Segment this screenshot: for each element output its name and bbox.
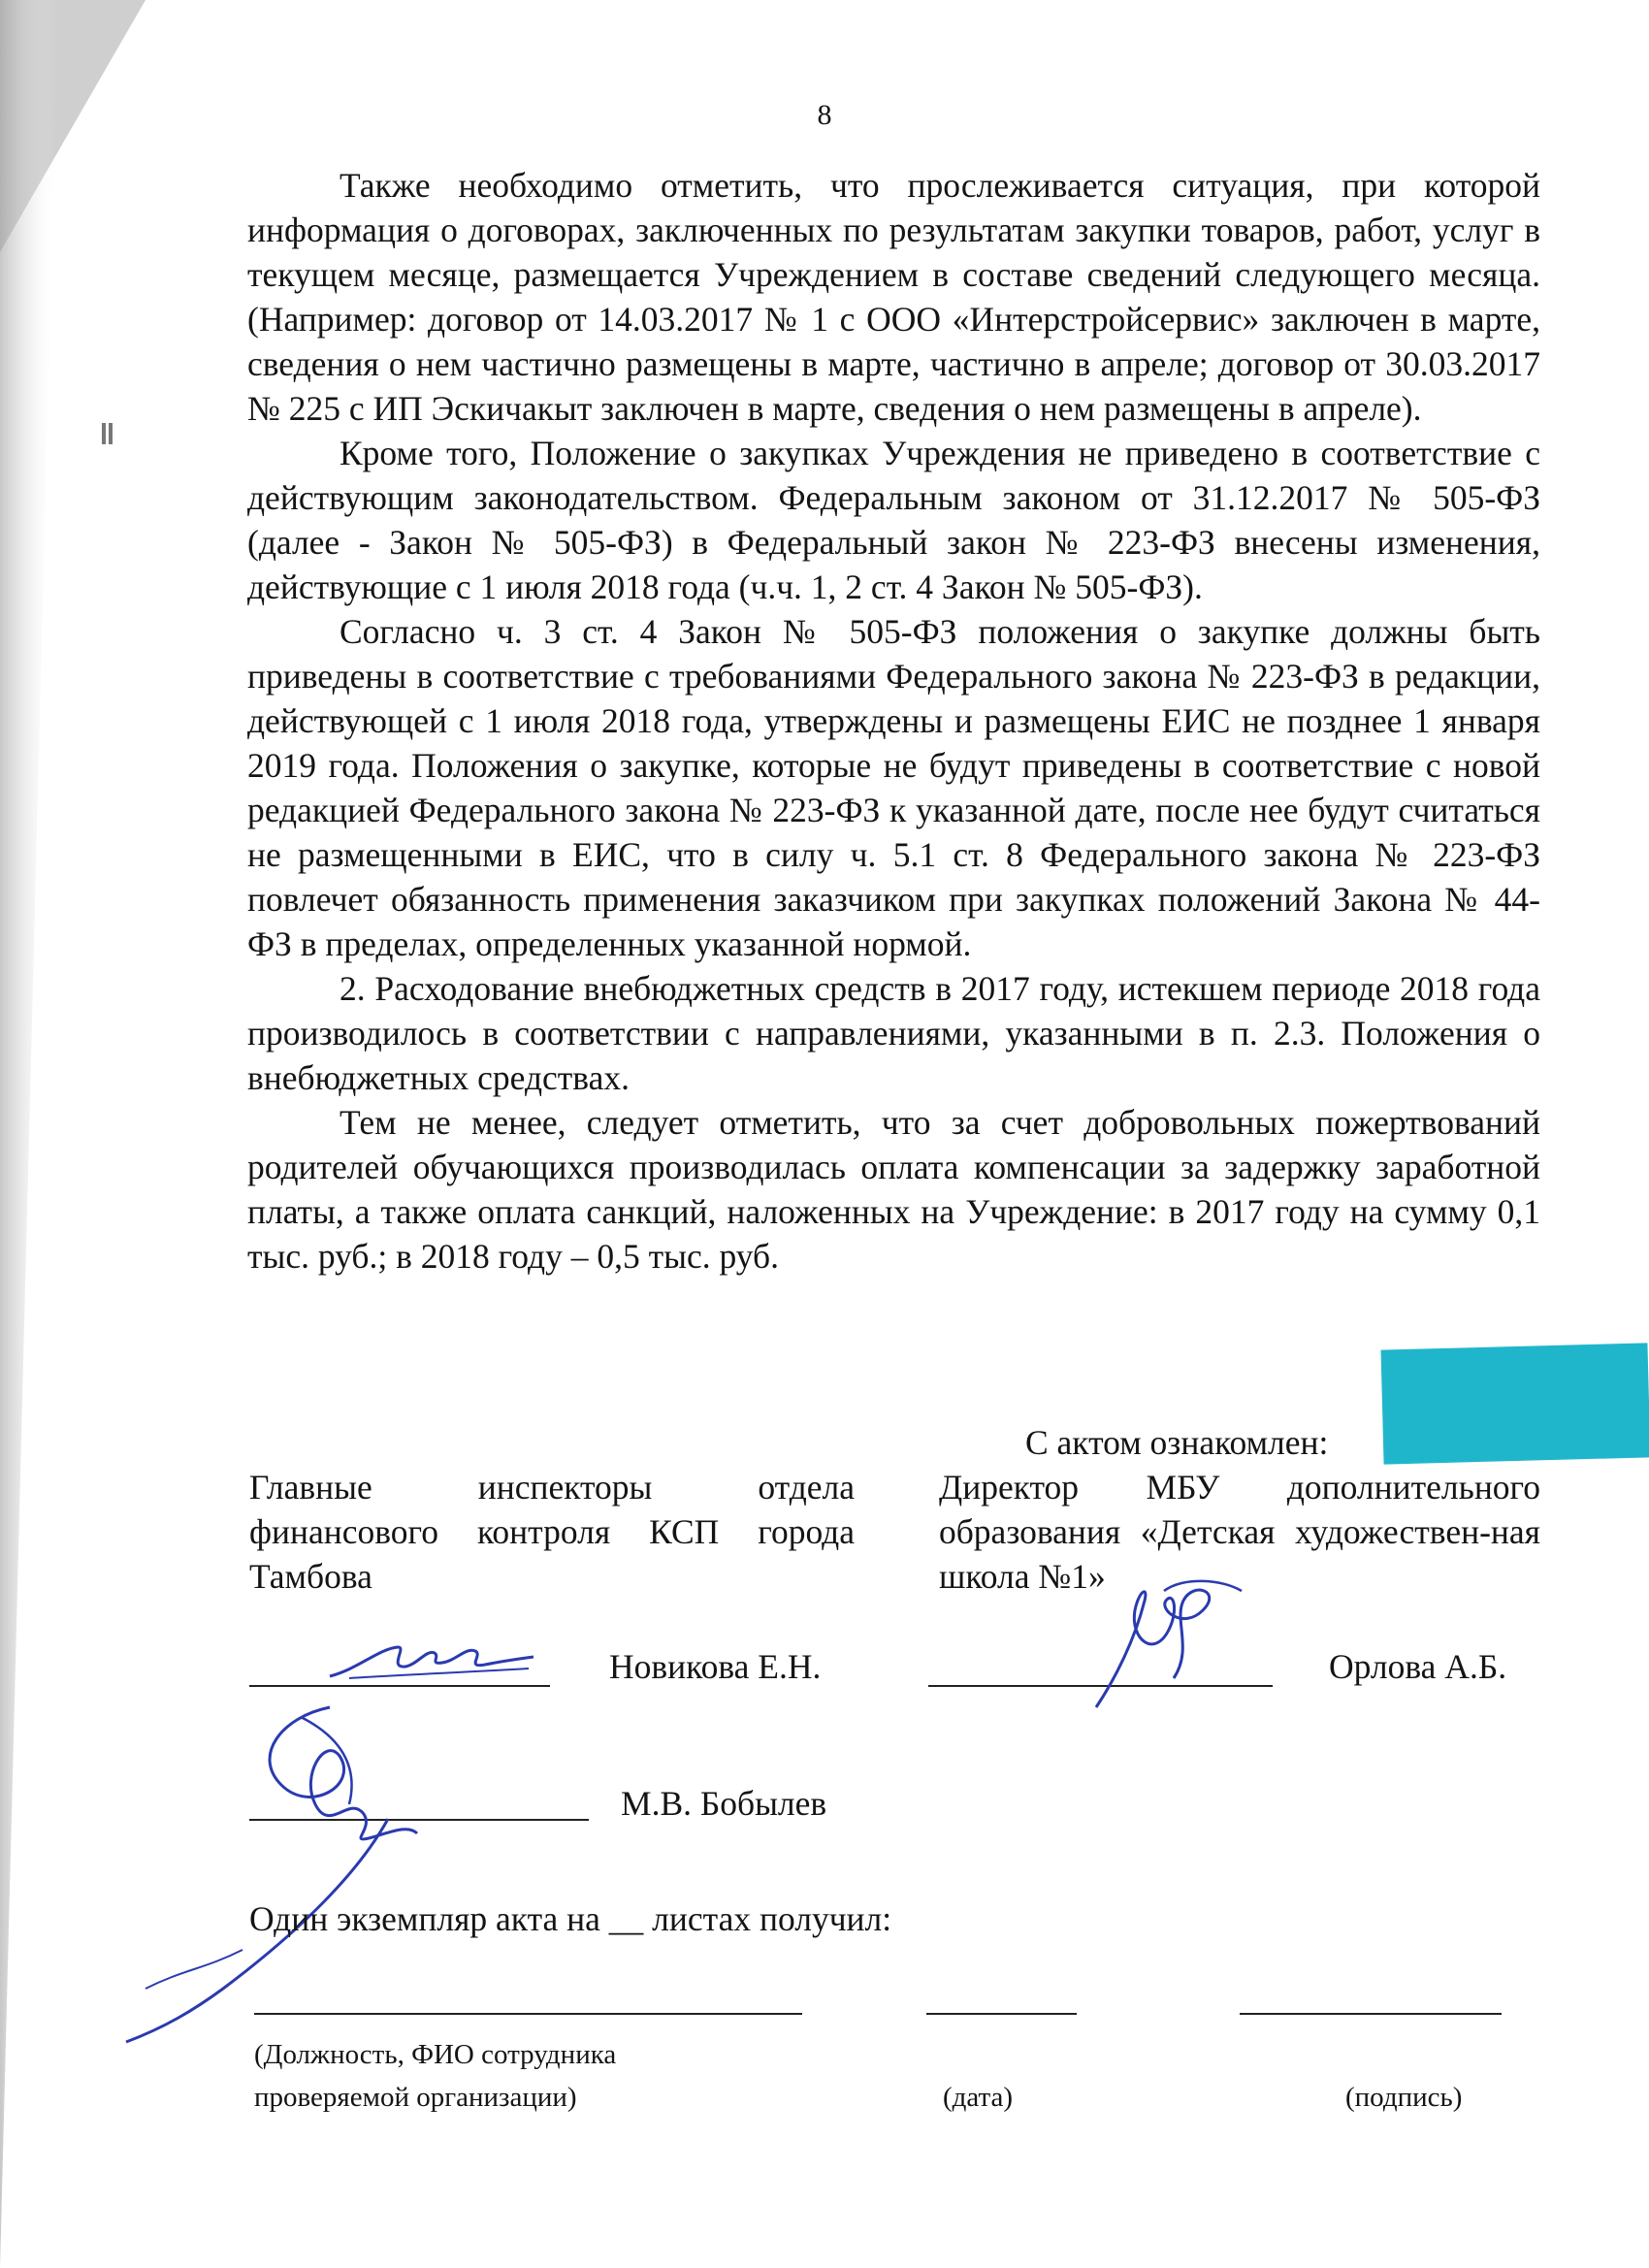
inspectors-title: Главные инспекторы отдела финансового контроля КСП города Тамбова: [249, 1468, 855, 1596]
date-caption: (дата): [943, 2082, 1014, 2113]
director-name: Орлова А.Б.: [1329, 1647, 1507, 1686]
main-text: [247, 163, 1540, 1279]
inspector1-signature-line: [249, 1685, 550, 1687]
inspector2-name: М.В. Бобылев: [621, 1784, 827, 1823]
paragraph-procurement-regulation: Кроме того, Положение о закупках Учреждения не приведено в соответствие с действующим законодательством. Федеральным законом от 31.12.2017 № 505-ФЗ (далее - Закон № 505-ФЗ) в Федеральный закон № 223-ФЗ внесены изменения, действующие с 1 июля 2018 года (ч.ч. 1, 2 ст. 4 Закон № 505-ФЗ).: [247, 434, 1540, 606]
paragraph-contracts: Также необходимо отметить, что прослеживается ситуация, при которой информация о договорах, заключенных по результатам закупки товаров, работ, услуг в текущем месяце, размещается Учреждением в составе сведений следующего месяца. (Например: договор от 14.03.2017 № 1 с ООО «Интерстройсервис» заключен в марте, сведения о нем частично размещены в марте, частично в апреле; договор от 30.03.2017 № 225 с ИП Эскичакыт заключен в марте, сведения о нем размещены в апреле).: [247, 166, 1540, 428]
bobylev-signature: [107, 1678, 553, 2047]
director-signature-line: [928, 1685, 1273, 1687]
received-copy-label: Один экземпляр акта на __ листах получил:: [249, 1899, 892, 1938]
paragraph-extrabudget: 2. Расходование внебюджетных средств в 2017 году, истекшем периоде 2018 года производилось в соответствии с направлениями, указанными в п. 2.3. Положения о внебюджетных средствах.: [247, 969, 1540, 1097]
position-caption-2: проверяемой организации): [254, 2082, 577, 2113]
blue-tape-mark: [1381, 1343, 1649, 1464]
signature-line: [1240, 2013, 1502, 2015]
signature-caption: (подпись): [1345, 2082, 1463, 2113]
inspector1-name: Новикова Е.Н.: [609, 1647, 822, 1686]
scan-edge-shadow: [0, 0, 252, 2268]
director-title: Директор МБУ дополнительного образования «Детская художествен-ная школа №1»: [939, 1468, 1540, 1596]
date-line: [926, 2013, 1077, 2015]
inspector2-signature-line: [249, 1819, 589, 1821]
page-number: 8: [817, 99, 832, 131]
position-caption: (Должность, ФИО сотрудника: [254, 2039, 617, 2070]
novikova-signature: [320, 1630, 543, 1698]
paragraph-law-505: Согласно ч. 3 ст. 4 Закон № 505-ФЗ положения о закупке должны быть приведены в соответствие с требованиями Федерального закона № 223-ФЗ в редакции, действующей с 1 июля 2018 года, утверждены и размещены ЕИС не позднее 1 января 2019 года. Положения о закупке, которые не будут приведены в соответствие с новой редакцией Федерального закона № 223-ФЗ к указанной дате, после нее будут считаться не размещенными в ЕИС, что в силу ч. 5.1 ст. 8 Федерального закона № 223-ФЗ повлечет обязанность применения заказчиком при закупках положений Закона № 44-ФЗ в пределах, определенных указанной нормой.: [247, 612, 1540, 963]
acquainted-label: С актом ознакомлен:: [1025, 1423, 1329, 1462]
position-line: [254, 2013, 802, 2015]
paragraph-donations: Тем не менее, следует отметить, что за счет добровольных пожертвований родителей обучающихся производилась оплата компенсации за задержку заработной платы, а также оплата санкций, наложенных на Учреждение: в 2017 году на сумму 0,1 тыс. руб.; в 2018 году – 0,5 тыс. руб.: [247, 1103, 1540, 1276]
